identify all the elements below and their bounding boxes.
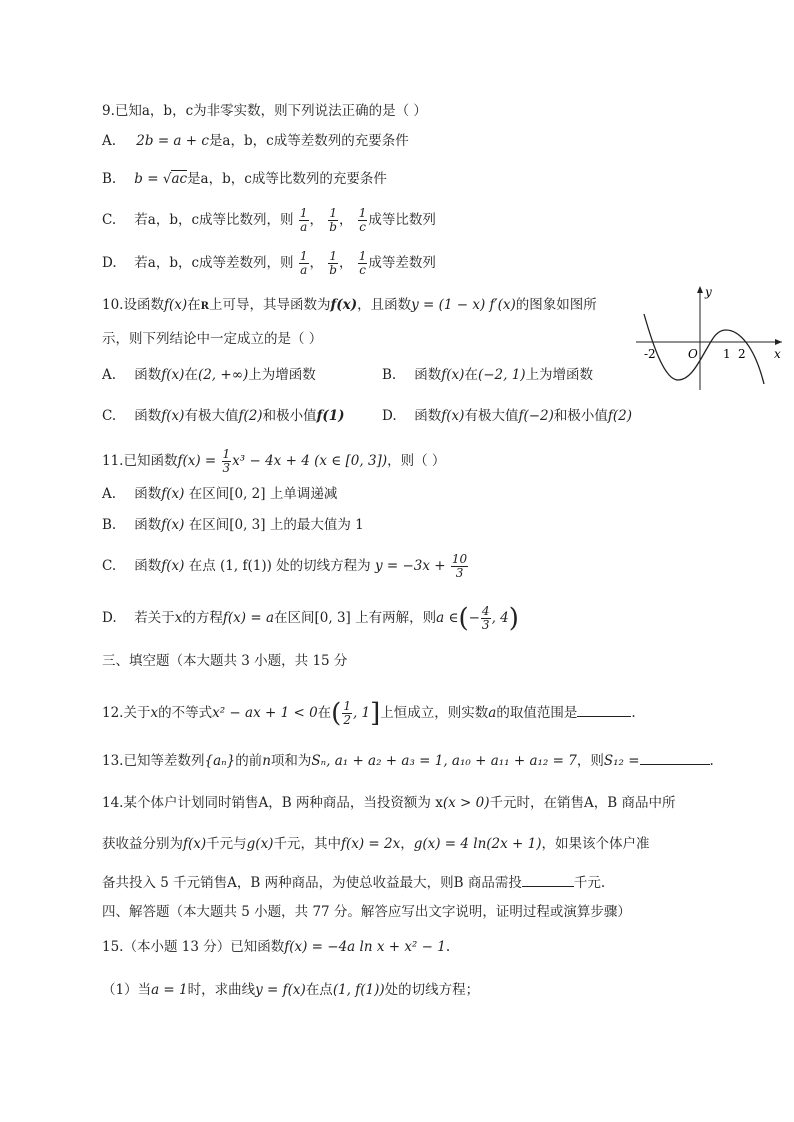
q10-option-d: D. 函数f(x)有极大值f(−2)和极小值f(2): [382, 408, 633, 424]
tick-neg2: -2: [644, 347, 656, 361]
q12: 12.关于x的不等式x² − ax + 1 < 0在( $\frac{1}{2}$ , 1]上恒成立，则实数a的取值范围是 .: [102, 698, 636, 729]
q10-option-a: A. 函数f(x)在(2, +∞)上为增函数: [102, 367, 316, 383]
q10-option-c: C. 函数f(x)有极大值f(2)和极小值f(1): [102, 408, 345, 424]
q9-option-c: C. 若a，b，c成等比数列，则 $\frac{1}{a}$ ， $\frac{1}{b}$ ， $\frac{1}{c}$ 成等比数列: [102, 206, 436, 234]
frac-1-a: $\frac{1}{a}$: [299, 249, 308, 277]
section-4-heading: 四、解答题（本大题共 5 小题，共 77 分。解答应写出文字说明，证明过程或演算步骤）: [102, 904, 631, 920]
function-curve: [644, 314, 764, 384]
q9-option-d: D. 若a，b，c成等差数列，则 $\frac{1}{a}$ ， $\frac{1}{b}$ ， $\frac{1}{c}$ 成等差数列: [102, 249, 436, 277]
q11-stem: 11.已知函数f(x) = $\frac{1}{3}$ x³ − 4x + 4 (x ∈ [0, 3])，则（ ）: [102, 447, 446, 475]
q13-answer-blank[interactable]: [640, 750, 710, 765]
origin-label: O: [688, 347, 698, 361]
q15-stem: 15.（本小题 13 分）已知函数f(x) = −4a ln x + x² − 1.: [102, 939, 451, 955]
q9-stem: 9.已知a，b，c为非零实数，则下列说法正确的是（ ）: [102, 103, 427, 119]
frac-1-b: $\frac{1}{b}$: [329, 249, 337, 277]
x-label: x: [774, 347, 781, 361]
tick-2: 2: [738, 347, 746, 361]
frac-1-a: $\frac{1}{a}$: [299, 206, 308, 234]
frac-1-2: $\frac{1}{2}$: [343, 699, 351, 727]
frac-10-3: $\frac{10}{3}$: [451, 552, 468, 580]
q10-stem-line1: 10.设函数f(x)在R上可导，其导函数为f(x)，且函数y = (1 − x) f′(x)的图象如图所: [102, 297, 597, 313]
y-axis-arrow-icon: [697, 286, 703, 293]
q14-line3: 备共投入 5 千元销售A，B 两种商品，为使总收益最大，则B 商品需投 千元.: [102, 872, 605, 893]
section-3-heading: 三、填空题（本大题共 3 小题，共 15 分: [102, 653, 348, 669]
q12-answer-blank[interactable]: [577, 702, 631, 717]
q10-option-b: B. 函数f(x)在(−2, 1)上为增函数: [382, 367, 594, 383]
q11-option-a: A. 函数f(x) 在区间[0, 2] 上单调递减: [102, 486, 338, 502]
frac-1-3: $\frac{1}{3}$: [222, 447, 231, 475]
q15-part1: （1）当a = 1时，求曲线y = f(x)在点(1, f(1))处的切线方程；: [102, 982, 480, 998]
q10-stem-line2: 示，则下列结论中一定成立的是（ ）: [102, 331, 323, 347]
q13: 13.已知等差数列{aₙ}的前n项和为Sₙ, a₁ + a₂ + a₃ = 1, a₁₀ + a₁₁ + a₁₂ = 7，则S₁₂ = .: [102, 750, 714, 771]
q14-line1: 14.某个体户计划同时销售A，B 两种商品，当投资额为 x(x > 0)千元时，在销售A，B 商品中所: [102, 795, 676, 811]
q9-option-b: B. b = √ac是a，b，c成等比数列的充要条件: [102, 171, 387, 187]
q10-graph: [636, 284, 786, 392]
q14-answer-blank[interactable]: [522, 872, 574, 887]
q11-option-b: B. 函数f(x) 在区间[0, 3] 上的最大值为 1: [102, 517, 364, 533]
frac-1-c: $\frac{1}{c}$: [358, 206, 367, 234]
q9-option-a: A. 2b = a + c是a，b，c成等差数列的充要条件: [102, 133, 409, 149]
x-axis-arrow-icon: [775, 339, 782, 345]
frac-1-b: $\frac{1}{b}$: [329, 206, 337, 234]
y-label: y: [705, 285, 712, 299]
q11-option-d: D. 若关于x的方程f(x) = a在区间[0, 3] 上有两解，则a ∈(− $\frac{4}{3}$ , 4): [102, 603, 519, 634]
frac-1-c: $\frac{1}{c}$: [358, 249, 367, 277]
q9-a-math: 2b = a + c: [136, 133, 209, 149]
frac-4-3: $\frac{4}{3}$: [481, 604, 490, 632]
q14-line2: 获收益分别为f(x)千元与g(x)千元，其中f(x) = 2x，g(x) = 4 ln(2x + 1)，如果该个体户准: [102, 836, 650, 852]
sqrt-sign: √: [162, 171, 172, 187]
q11-option-c: C. 函数f(x) 在点 (1, f(1)) 处的切线方程为 y = −3x + $\frac{10}{3}$: [102, 552, 468, 580]
tick-1: 1: [723, 347, 731, 361]
